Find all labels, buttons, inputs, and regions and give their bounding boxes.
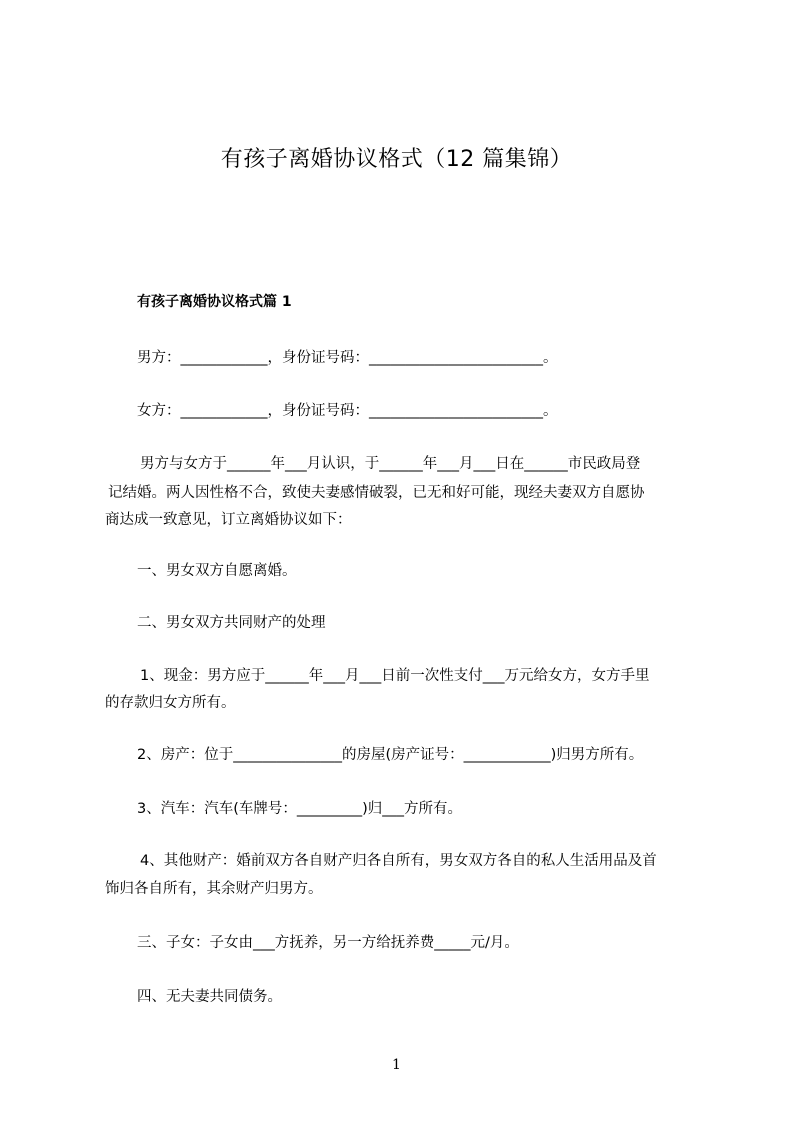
clause-4-debts: 四、无夫妻共同债务。 bbox=[137, 989, 282, 1005]
property-item: 2、房产：位于_______________的房屋(房产证号：____________)归男方所有。 bbox=[137, 747, 644, 763]
car-item: 3、汽车：汽车(车牌号：_________)归___方所有。 bbox=[137, 801, 463, 817]
other-property-line-1: 4、其他财产：婚前双方各自财产归各自所有，男女双方各自的私人生活用品及首 bbox=[140, 853, 657, 869]
female-party-line: 女方：____________，身份证号码：________________________。 bbox=[137, 403, 558, 419]
preamble-line-1: 男方与女方于______年___月认识，于______年___月___日在______市民政局登 bbox=[140, 456, 641, 472]
clause-2: 二、男女双方共同财产的处理 bbox=[137, 615, 326, 631]
other-property-line-2: 饰归各自所有，其余财产归男方。 bbox=[105, 881, 323, 897]
page-number: 1 bbox=[392, 1057, 401, 1073]
preamble-line-2: 记结婚。两人因性格不合，致使夫妻感情破裂，已无和好可能，现经夫妻双方自愿协 bbox=[108, 485, 645, 501]
clause-1: 一、男女双方自愿离婚。 bbox=[137, 563, 297, 579]
section-heading: 有孩子离婚协议格式篇 1 bbox=[137, 294, 292, 310]
preamble-line-3: 商达成一致意见，订立离婚协议如下： bbox=[105, 512, 352, 528]
cash-item-line-1: 1、现金：男方应于______年___月___日前一次性支付___万元给女方，女方手里 bbox=[140, 668, 650, 684]
cash-item-line-2: 的存款归女方所有。 bbox=[105, 695, 236, 711]
male-party-line: 男方：____________，身份证号码：________________________。 bbox=[137, 350, 558, 366]
document-title: 有孩子离婚协议格式（12 篇集锦） bbox=[220, 147, 573, 172]
clause-3-children: 三、子女：子女由___方抚养，另一方给抚养费_____元/月。 bbox=[137, 935, 519, 951]
